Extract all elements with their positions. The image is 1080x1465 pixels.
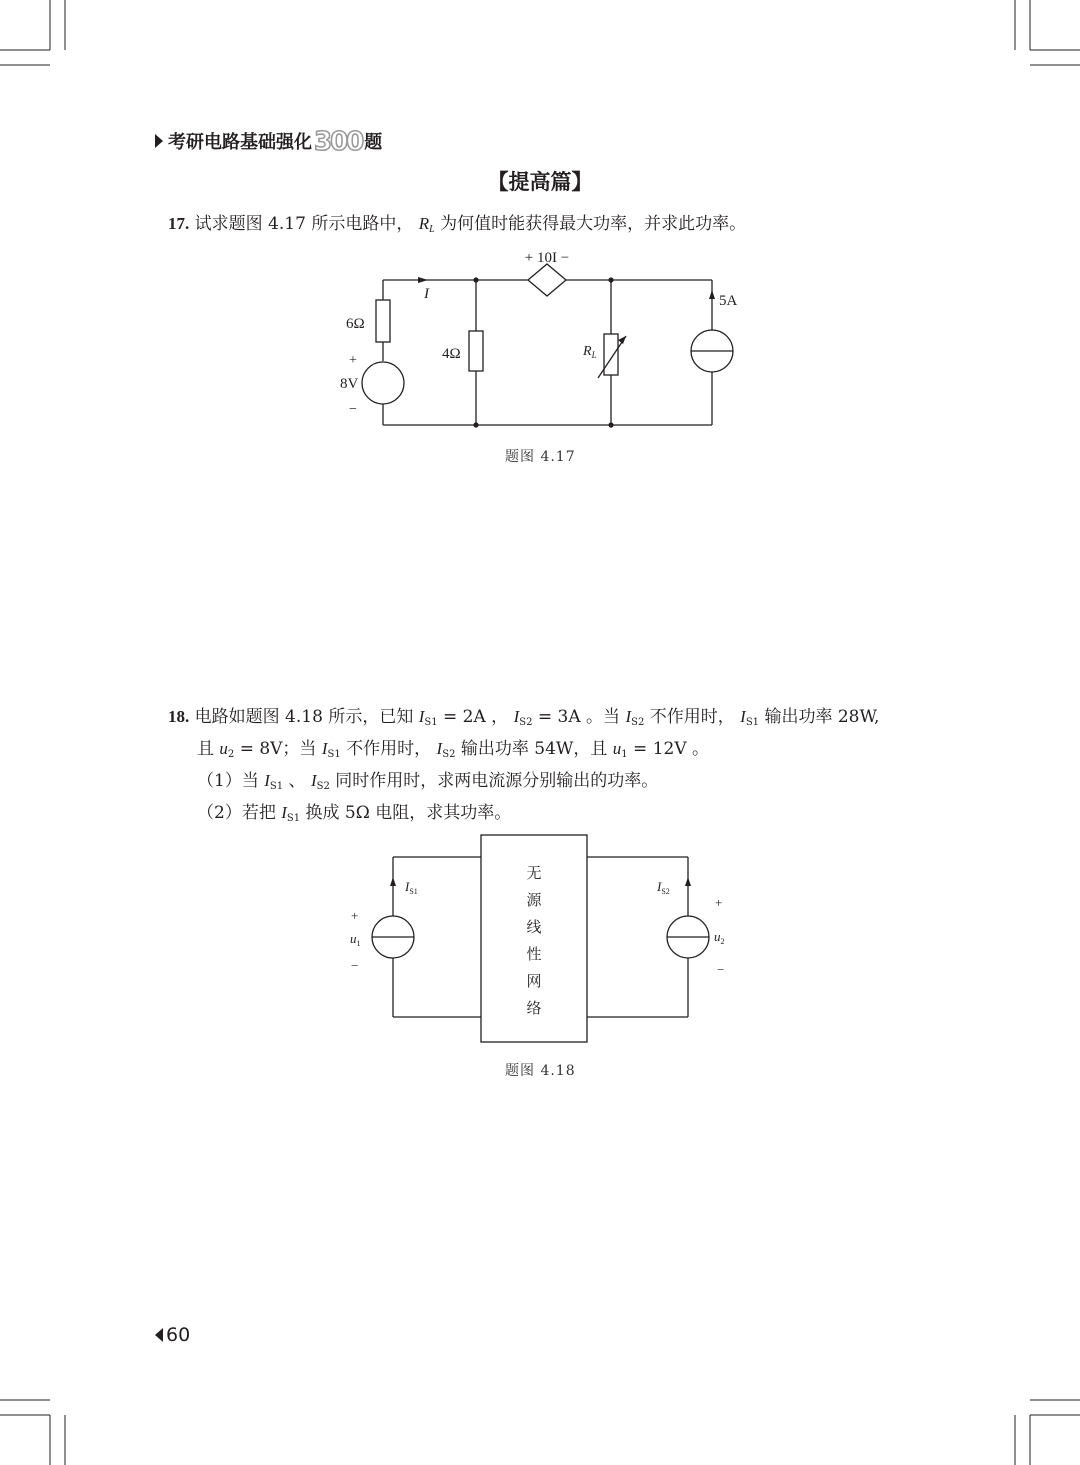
variable: u (612, 739, 622, 758)
u1-label: $u_1$ (350, 931, 361, 948)
question-number: 18. (168, 707, 190, 726)
network-char: 源 (526, 893, 542, 909)
question-text: = 3A 。当 (537, 707, 621, 727)
question-text: 输出功率 28W, (764, 707, 880, 727)
variable-subscript: S2 (519, 717, 533, 728)
question-text: 不作用时， (649, 707, 735, 727)
page-number-text: 60 (166, 1324, 191, 1346)
r1-label: 6Ω (346, 316, 365, 332)
variable: u (219, 739, 228, 758)
triangle-left-icon (155, 1328, 163, 1342)
question-text: （2）若把 (197, 803, 276, 823)
network-char: 网 (526, 974, 542, 990)
question-text: 同时作用时，求两电流源分别输出的功率。 (335, 771, 659, 791)
variable: I (418, 707, 425, 726)
variable: I (321, 739, 328, 758)
variable: R (418, 214, 430, 233)
variable: I (281, 803, 287, 822)
network-char: 性 (526, 947, 542, 963)
variable-subscript: 1 (621, 749, 628, 760)
variable-subscript: S1 (745, 717, 760, 728)
question-text: = 8V；当 (239, 739, 317, 759)
variable: I (513, 707, 520, 726)
variable: I (436, 739, 443, 758)
vsrc-plus: + (349, 353, 357, 368)
is1-label: $I_{S1}$ (405, 879, 418, 896)
question-text: 电路如题图 4.18 所示，已知 (194, 707, 414, 727)
variable-subscript: 2 (227, 749, 235, 760)
question-number: 17. (168, 214, 190, 233)
u2-label: $u_2$ (714, 929, 725, 946)
variable-subscript: S2 (631, 717, 645, 728)
question-text: 换成 5Ω 电阻，求其功率。 (305, 803, 512, 823)
vsrc-minus: − (349, 402, 357, 417)
r2-label: 4Ω (442, 346, 461, 362)
variable-subscript: L (429, 224, 435, 235)
figure-caption: 题图 4.17 (505, 449, 576, 465)
variable-subscript: S2 (442, 749, 456, 760)
is2-label: $I_{S2}$ (657, 879, 670, 896)
u2-minus: − (717, 962, 725, 977)
question-text: = 12V 。 (633, 739, 710, 759)
u1-minus: − (351, 958, 359, 973)
network-char: 络 (526, 1001, 542, 1017)
variable-subscript: S1 (286, 813, 301, 824)
variable-subscript: S1 (424, 717, 438, 728)
current-label: I (424, 286, 429, 302)
network-char: 线 (526, 920, 542, 936)
variable-subscript: S2 (316, 781, 330, 792)
question-text: （1）当 (197, 771, 259, 791)
arrow-up-icon (685, 877, 691, 886)
question-text: = 2A ， (443, 707, 509, 727)
rl-label: $R_L$ (583, 344, 597, 360)
vsrc-label: 8V (340, 376, 359, 392)
page-number (155, 1324, 190, 1346)
dep-source-label: + 10I − (524, 250, 570, 266)
variable: I (740, 707, 746, 726)
question-text: 不作用时， (346, 739, 432, 759)
figure-caption: 题图 4.18 (505, 1063, 576, 1079)
section-title: 【提高篇】 (487, 170, 593, 194)
isrc-label: 5A (719, 293, 738, 309)
variable-subscript: S1 (269, 781, 284, 792)
question-text: 输出功率 54W，且 (460, 739, 608, 759)
book-title-prefix: 考研电路基础强化 (168, 132, 312, 153)
variable: I (625, 707, 632, 726)
variable: I (310, 771, 317, 790)
book-title-number: 300 (314, 127, 363, 157)
question-text: 、 (288, 771, 306, 791)
question-text: 且 (197, 739, 214, 759)
arrow-up-icon (390, 877, 396, 886)
question-text: 试求题图 4.17 所示电路中， (194, 214, 414, 234)
network-char: 无 (526, 866, 542, 882)
variable: I (264, 771, 270, 790)
variable-subscript: S1 (327, 749, 341, 760)
u1-plus: + (351, 908, 359, 923)
u2-plus: + (715, 895, 723, 910)
question-text: 为何值时能获得最大功率，并求此功率。 (440, 214, 747, 234)
book-title-suffix: 题 (364, 132, 383, 153)
